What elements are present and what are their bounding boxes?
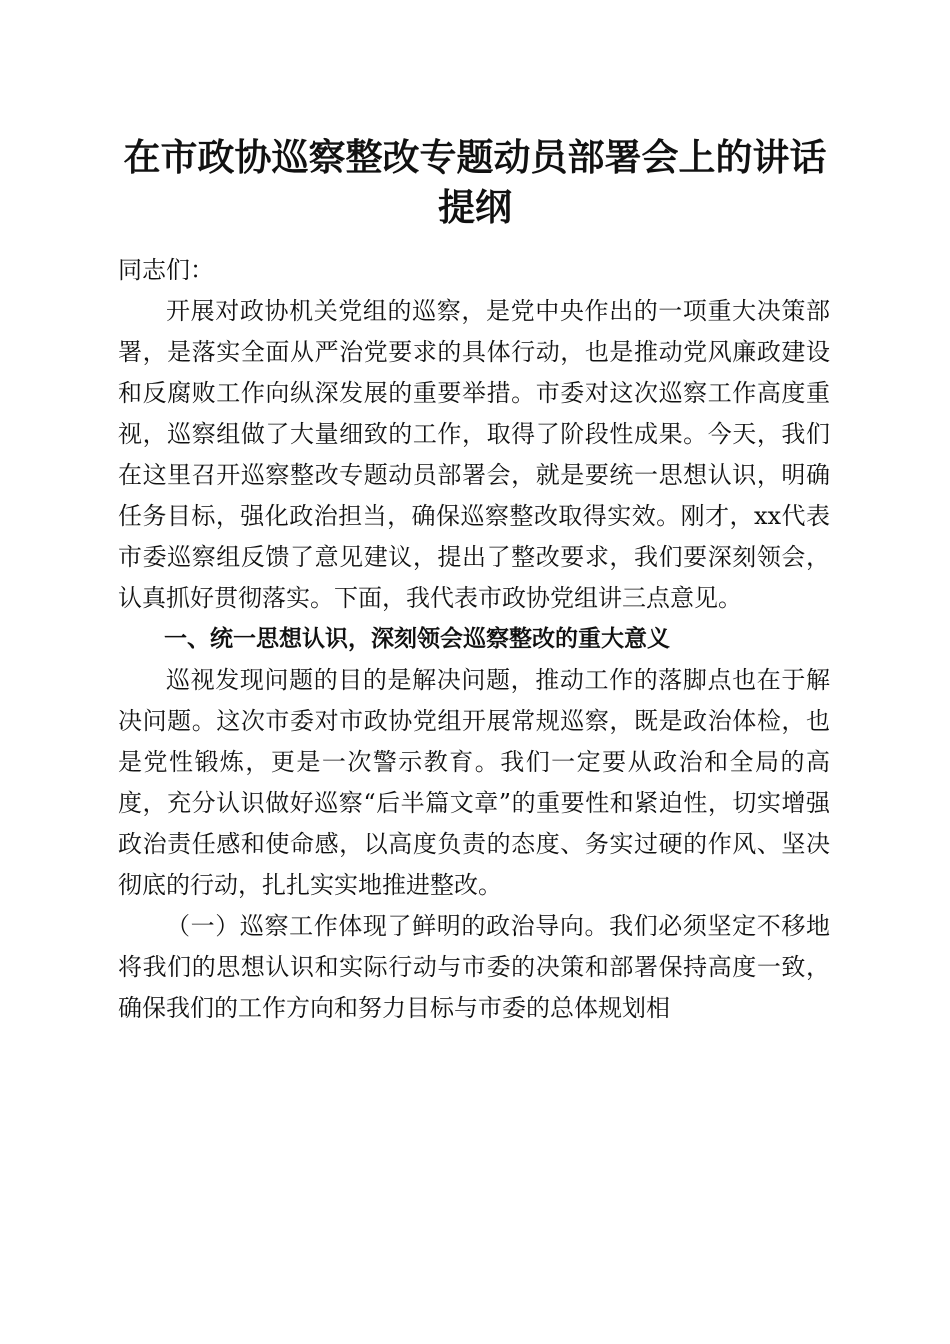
document-body	[118, 250, 830, 1029]
salutation: 同志们：	[118, 256, 214, 284]
section-1-paragraph: 巡视发现问题的目的是解决问题，推动工作的落脚点也在于解决问题。这次市委对市政协党组开展常规巡察，既是政治体检，也是党性锻炼，更是一次警示教育。我们一定要从政治和全局的高度，充分认识做好巡察“后半篇文章”的重要性和紧迫性，切实增强政治责任感和使命感，以高度负责的态度、务实过硬的作风、坚决彻底的行动，扎扎实实地推进整改。	[118, 666, 830, 899]
intro-paragraph: 开展对政协机关党组的巡察，是党中央作出的一项重大决策部署，是落实全面从严治党要求的具体行动，也是推动党风廉政建设和反腐败工作向纵深发展的重要举措。市委对这次巡察工作高度重视，巡察组做了大量细致的工作，取得了阶段性成果。今天，我们在这里召开巡察整改专题动员部署会，就是要统一思想认识，明确任务目标，强化政治担当，确保巡察整改取得实效。刚才，xx代表市委巡察组反馈了意见建议，提出了整改要求，我们要深刻领会，认真抓好贯彻落实。下面，我代表市政协党组讲三点意见。	[118, 297, 830, 612]
document-title: 在市政协巡察整改专题动员部署会上的讲话提纲	[123, 135, 827, 229]
section-heading-1: 一、统一思想认识，深刻领会巡察整改的重大意义	[164, 626, 670, 652]
section-1-point-1: （一）巡察工作体现了鲜明的政治导向。我们必须坚定不移地将我们的思想认识和实际行动与市委的决策和部署保持高度一致，确保我们的工作方向和努力目标与市委的总体规划相	[118, 912, 830, 1022]
